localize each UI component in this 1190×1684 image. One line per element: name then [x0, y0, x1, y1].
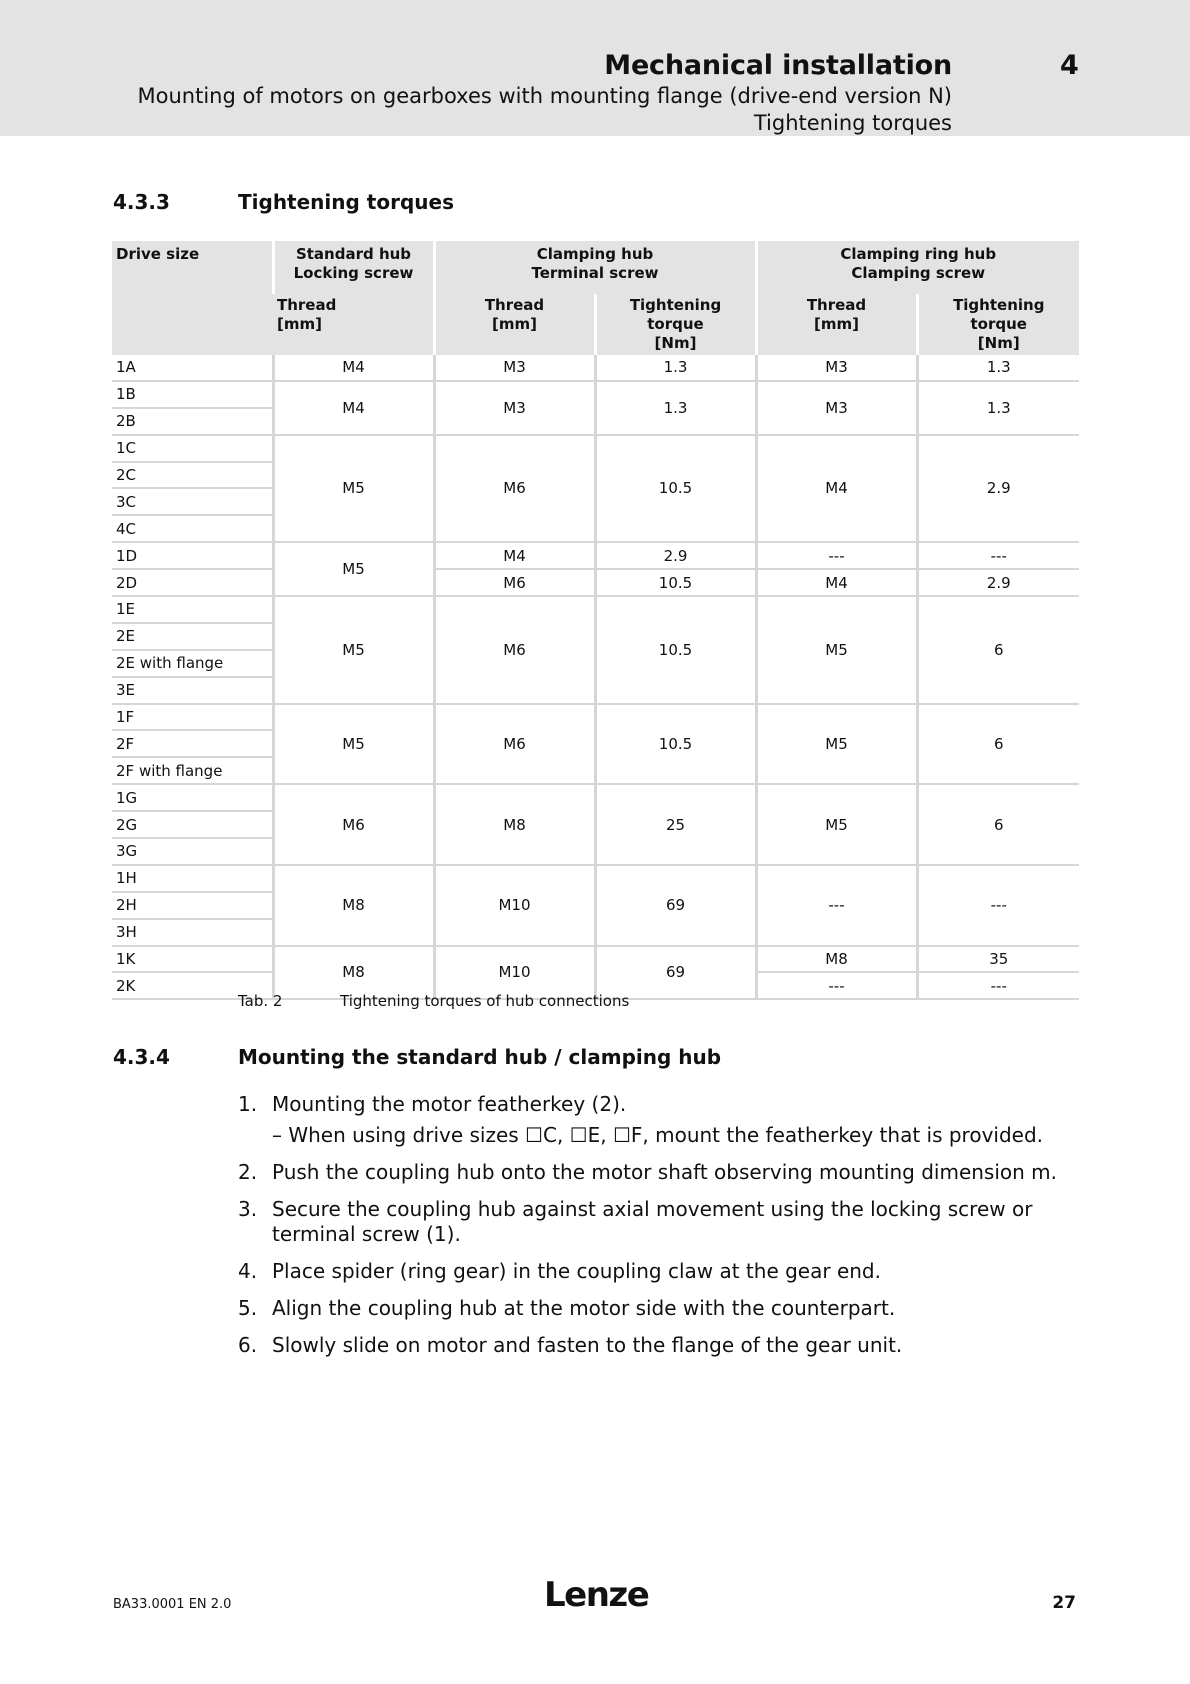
table-cell: --- [917, 542, 1079, 569]
table-cell: M5 [273, 596, 434, 704]
table-caption-text: Tightening torques of hub connections [340, 992, 630, 1010]
step-number: 1. [238, 1092, 258, 1116]
step-text: Secure the coupling hub against axial movement using the locking screw or terminal screw (1). [272, 1197, 1033, 1246]
mounting-steps-list [238, 1092, 1083, 1370]
table-cell: 1E [112, 596, 273, 623]
header-line: Locking screw [293, 264, 414, 282]
table-cell: 1F [112, 704, 273, 731]
step-number: 2. [238, 1160, 258, 1184]
table-cell: 69 [595, 865, 756, 946]
table-header-row [112, 241, 1079, 294]
table-cell: 1C [112, 435, 273, 462]
table-cell: 1H [112, 865, 273, 892]
header-line: [Nm] [654, 334, 697, 352]
table-cell: 1K [112, 946, 273, 973]
table-cell: 1D [112, 542, 273, 569]
table-cell: 6 [917, 704, 1079, 785]
header-band [0, 0, 1190, 136]
table-row [112, 946, 1079, 973]
step-number: 4. [238, 1259, 258, 1283]
table-cell: M5 [273, 435, 434, 543]
table-cell: M8 [273, 865, 434, 946]
table-cell: M4 [434, 542, 595, 569]
table-cell: 10.5 [595, 569, 756, 596]
table-cell: 35 [917, 946, 1079, 973]
list-item [238, 1333, 1083, 1358]
table-cell: M6 [434, 435, 595, 543]
table-cell: M6 [434, 569, 595, 596]
header-line: Tightening torque [629, 296, 722, 333]
chapter-title: Mechanical installation [604, 50, 952, 81]
table-cell: 1.3 [595, 355, 756, 381]
header-subtitle: Mounting of motors on gearboxes with mounting flange (drive-end version N) [137, 84, 952, 108]
table-cell: M5 [273, 704, 434, 785]
table-cell: 1A [112, 355, 273, 381]
table-cell: 1.3 [917, 381, 1079, 435]
lenze-logo: Lenze [544, 1575, 649, 1615]
table-cell: 25 [595, 784, 756, 865]
table-cell: M5 [756, 596, 917, 704]
table-cell: 2.9 [917, 569, 1079, 596]
header-line: Clamping screw [851, 264, 986, 282]
list-item [238, 1259, 1083, 1284]
header-line: Thread [277, 296, 337, 314]
header-line: Clamping ring hub [840, 245, 997, 263]
table-row [112, 381, 1079, 408]
table-cell: 4C [112, 515, 273, 542]
table-cell: 2D [112, 569, 273, 596]
col-standard-hub [273, 241, 434, 294]
table-cell: --- [917, 972, 1079, 999]
table-cell: 2H [112, 892, 273, 919]
header-line: Tightening torque [953, 296, 1045, 333]
col-torque [595, 294, 756, 355]
col-thread [434, 294, 595, 355]
table-cell: 3G [112, 838, 273, 865]
step-number: 6. [238, 1333, 258, 1357]
table-cell: M4 [273, 355, 434, 381]
table-cell: M6 [434, 704, 595, 785]
table-cell: M6 [434, 596, 595, 704]
table-cell: 2E with flange [112, 650, 273, 677]
table-cell: --- [756, 865, 917, 946]
section-number: 4.3.3 [113, 190, 170, 214]
header-subsection: Tightening torques [753, 111, 952, 135]
table-cell: 2E [112, 623, 273, 650]
section-title: Mounting the standard hub / clamping hub [238, 1045, 722, 1069]
step-number: 3. [238, 1197, 258, 1221]
document-id: BA33.0001 EN 2.0 [113, 1597, 232, 1612]
table-cell: 1.3 [917, 355, 1079, 381]
table-cell: M3 [756, 381, 917, 435]
list-item [238, 1197, 1083, 1247]
table-cell: M8 [756, 946, 917, 973]
step-number: 5. [238, 1296, 258, 1320]
table-cell: M4 [756, 569, 917, 596]
col-clamping-hub [434, 241, 756, 294]
table-cell: 2K [112, 972, 273, 999]
table-cell: 2F with flange [112, 757, 273, 784]
table-cell: M8 [434, 784, 595, 865]
table-row [112, 704, 1079, 731]
table-cell: --- [917, 865, 1079, 946]
header-line: Standard hub [295, 245, 412, 263]
table-row [112, 784, 1079, 811]
table-cell: --- [756, 972, 917, 999]
step-text: Place spider (ring gear) in the coupling claw at the gear end. [272, 1259, 881, 1283]
table-cell: 1.3 [595, 381, 756, 435]
col-drive-size: Drive size [112, 241, 273, 355]
header-line: Terminal screw [531, 264, 659, 282]
header-line: [Nm] [977, 334, 1020, 352]
header-line: [mm] [492, 315, 537, 333]
step-text: Mounting the motor featherkey (2). [272, 1092, 627, 1116]
table-cell: M10 [434, 946, 595, 1000]
header-line: [mm] [277, 315, 322, 333]
section-title: Tightening torques [238, 190, 454, 214]
list-item [238, 1160, 1083, 1185]
header-line: Clamping hub [536, 245, 654, 263]
table-cell: 2B [112, 408, 273, 435]
page-number: 27 [1052, 1593, 1076, 1613]
col-clamping-ring-hub [756, 241, 1079, 294]
table-row [112, 865, 1079, 892]
table-cell: M5 [756, 704, 917, 785]
table-cell: M4 [756, 435, 917, 543]
header-line: Thread [484, 296, 545, 314]
list-item [238, 1296, 1083, 1321]
table-cell: M4 [273, 381, 434, 435]
table-cell: M5 [273, 542, 434, 596]
table-cell: M3 [434, 381, 595, 435]
table-cell: M3 [756, 355, 917, 381]
col-thread [756, 294, 917, 355]
table-cell: M6 [273, 784, 434, 865]
col-torque [917, 294, 1079, 355]
table-cell: M10 [434, 865, 595, 946]
table-row [112, 569, 1079, 596]
table-cell: 2G [112, 811, 273, 838]
table-cell: 2C [112, 462, 273, 489]
table-cell: 1G [112, 784, 273, 811]
table-cell: 3H [112, 919, 273, 946]
table-cell: 1B [112, 381, 273, 408]
table-cell: 69 [595, 946, 756, 1000]
tightening-torque-table [112, 241, 1079, 1000]
table-row [112, 435, 1079, 462]
table-row [112, 596, 1079, 623]
chapter-number: 4 [1060, 50, 1079, 81]
table-cell: 3C [112, 488, 273, 515]
step-subtext: – When using drive sizes ☐C, ☐E, ☐F, mount the featherkey that is provided. [272, 1123, 1044, 1147]
col-thread [273, 294, 434, 355]
table-cell: 10.5 [595, 704, 756, 785]
header-line: [mm] [814, 315, 859, 333]
table-cell: 10.5 [595, 435, 756, 543]
table-cell: M3 [434, 355, 595, 381]
table-row [112, 542, 1079, 569]
table-cell: 10.5 [595, 596, 756, 704]
table-cell: 2F [112, 730, 273, 757]
section-number: 4.3.4 [113, 1045, 170, 1069]
table-cell: 6 [917, 784, 1079, 865]
table-cell: 2.9 [595, 542, 756, 569]
step-text: Align the coupling hub at the motor side with the counterpart. [272, 1296, 896, 1320]
table-cell: --- [756, 542, 917, 569]
table-cell: M5 [756, 784, 917, 865]
table-caption-label: Tab. 2 [238, 992, 283, 1010]
table-cell: M8 [273, 946, 434, 1000]
table-row [112, 355, 1079, 381]
step-text: Slowly slide on motor and fasten to the flange of the gear unit. [272, 1333, 903, 1357]
list-item [238, 1092, 1083, 1148]
table-cell: 2.9 [917, 435, 1079, 543]
header-line: Thread [806, 296, 867, 314]
table-cell: 6 [917, 596, 1079, 704]
step-text: Push the coupling hub onto the motor shaft observing mounting dimension m. [272, 1160, 1058, 1184]
table-cell: 3E [112, 677, 273, 704]
